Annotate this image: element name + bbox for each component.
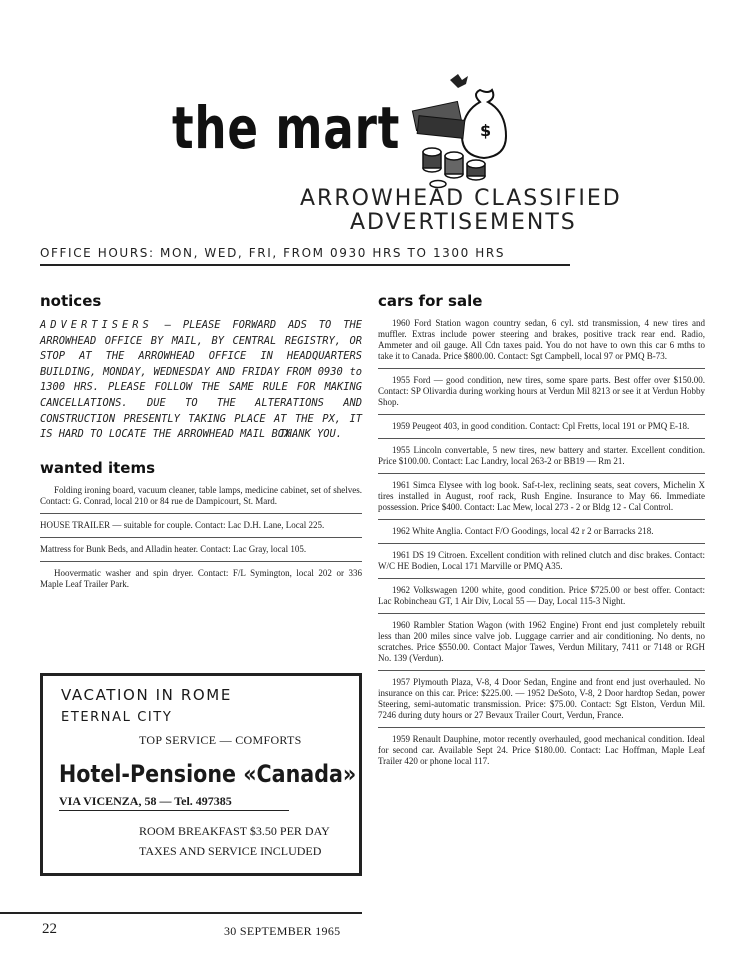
money-bag-coins-icon (410, 72, 520, 192)
divider (0, 912, 362, 914)
rome-subheadline: ETERNAL CITY (61, 710, 173, 725)
ad-text: Folding ironing board, vacuum cleaner, table lamps, medicine cabinet, set of shelves. Contact: G. Conrad, local 210 or 84 rue de Dampicourt, St. Mard. (40, 484, 362, 506)
office-hours: OFFICE HOURS: MON, WED, FRI, FROM 0930 HRS TO 1300 HRS (40, 246, 506, 260)
hotel-address: VIA VICENZA, 58 — Tel. 497385 (59, 794, 232, 808)
list-item (40, 485, 362, 514)
list-item (40, 544, 362, 562)
hotel-included: TAXES AND SERVICE INCLUDED (139, 844, 322, 858)
list-item (40, 568, 362, 596)
ad-text: 1962 Volkswagen 1200 white, good condition. Price $725.00 or best offer. Contact: Lac Robincheau GT, 1 Air Div, Local 55 — Day, Local 115-3 Night. (378, 585, 705, 606)
list-item (378, 550, 705, 579)
list-item (378, 421, 705, 439)
cars-heading: cars for sale (378, 292, 483, 310)
list-item (378, 318, 705, 369)
list-item (40, 520, 362, 538)
left-column (40, 292, 362, 602)
divider (40, 264, 570, 266)
notices-lead: ADVERTISERS (40, 319, 153, 331)
list-item (378, 585, 705, 614)
list-item (378, 445, 705, 474)
notices-text: — PLEASE FORWARD ADS TO THE ARROWHEAD OFFICE BY MAIL, BY CENTRAL REGISTRY, OR STOP AT THE ARROWHEAD OFFICE IN HEADQUARTERS BUILDING, MONDAY, WEDNESDAY AND FRIDAY FROM 0930 to 1300 HRS. PLEASE FOLLOW THE SAME RULE FOR MAKING CANCELLATIONS. DUE TO THE ALTERATIONS AND CONSTRUCTION PRESENTLY TAKING PLACE AT THE PX, IT IS HARD TO LOCATE THE ARROWHEAD MAIL BOX. (40, 319, 362, 441)
divider (59, 810, 289, 811)
ad-text: 1960 Ford Station wagon country sedan, 6 cyl. std transmission, 4 new tires and muffler. Extras include power steering and brakes, positive track rear end. Radio, Ammeter and oil gauge. All Cdn taxes paid. You do not have to own this car 6 mths to take it to Canada. Price $800.00. Contact: Sgt Campbell, local 97 or PMQ B-73. (378, 318, 705, 361)
page-number: 22 (42, 921, 57, 937)
hotel-advertisement (40, 673, 362, 876)
ad-text: 1955 Lincoln convertable, 5 new tires, new battery and starter. Excellent condition. Price $100.00. Contact: Lac Landry, local 263-2 or BB19 — Rm 21. (378, 445, 705, 466)
notices-body (40, 318, 362, 443)
rome-headline: VACATION IN ROME (61, 686, 232, 704)
ad-text: 1957 Plymouth Plaza, V-8, 4 Door Sedan, Engine and front end just overhauled. No insurance on this car. Price: $225.00. — 1952 DeSoto, V-8, 2 Door hardtop Sedan, power Steering, semi-automatic transmission. Price: $75.00. Contact: Sgt Elston, Verdun Mil. 7246 during duty hours or 27 Bevaux Trailer Court, Verdun, France. (378, 677, 705, 720)
list-item (378, 677, 705, 728)
svg-text:$: $ (480, 121, 492, 140)
ad-text: 1959 Renault Dauphine, motor recently overhauled, good mechanical condition. Ideal for second car. Available Sept 24. Price $180.00. Contact: Lac Hoffman, Maple Leaf Trailer 420 or phone local 117. (378, 734, 705, 766)
masthead-title: the mart (172, 94, 401, 162)
ad-text: 1962 White Anglia. Contact F/O Goodings, local 42 r 2 or Barracks 218. (392, 526, 654, 536)
hotel-rate: ROOM BREAKFAST $3.50 PER DAY (139, 824, 330, 838)
ad-text: 1961 Simca Elysee with log book. Saf-t-lex, reclining seats, seat covers, Michelin X tires installed in August, roof rack, Rush Engine. Insurance to May 66. Immediate possession. Price $400. Contact: Lac Mew, local 273 - 2 or Bldg 12 - Cal Control. (378, 480, 705, 512)
ad-text: 1955 Ford — good condition, new tires, some spare parts. Best offer over $150.00. Contact: SP Olivardia during working hours at Verdun Mil 8213 or see it at Verdun Hobby Shop. (378, 375, 705, 407)
ad-text: Hoovermatic washer and spin dryer. Contact: F/L Symington, local 202 or 336 Maple Leaf Trailer Park. (40, 567, 362, 589)
ad-text: 1959 Peugeot 403, in good condition. Contact: Cpl Fretts, local 191 or PMQ E-18. (392, 421, 690, 431)
list-item (378, 620, 705, 671)
list-item (378, 375, 705, 415)
notices-closing: THANK YOU. (279, 428, 342, 441)
list-item (378, 480, 705, 520)
list-item (378, 734, 705, 773)
ad-text: HOUSE TRAILER — suitable for couple. Contact: Lac D.H. Lane, Local 225. (40, 519, 325, 530)
wanted-heading: wanted items (40, 458, 156, 477)
subtitle-line-2: ADVERTISEMENTS (350, 210, 577, 235)
ad-text: 1960 Rambler Station Wagon (with 1962 Engine) Front end just completely rebuilt less than 200 miles since valve job. Luggage carrier and air conditioning. No dents, no scratches. Price $550.00. Contact Major Tawes, Verdun Military, 7411 or 7148 or RGH No. 139 (Verdun). (378, 620, 705, 663)
rome-service: TOP SERVICE — COMFORTS (139, 733, 302, 747)
subtitle-line-1: ARROWHEAD CLASSIFIED (300, 186, 622, 211)
notices-heading: notices (40, 292, 102, 310)
ad-text: 1961 DS 19 Citroen. Excellent condition with relined clutch and disc brakes. Contact: W/C HE Bodien, Local 171 Marville or PMQ A35. (378, 550, 705, 571)
hotel-name: Hotel-Pensione «Canada» (59, 760, 357, 788)
ad-text: Mattress for Bunk Beds, and Alladin heater. Contact: Lac Gray, local 105. (40, 543, 307, 554)
issue-date: 30 SEPTEMBER 1965 (224, 924, 341, 938)
right-column (378, 292, 705, 779)
list-item (378, 526, 705, 544)
